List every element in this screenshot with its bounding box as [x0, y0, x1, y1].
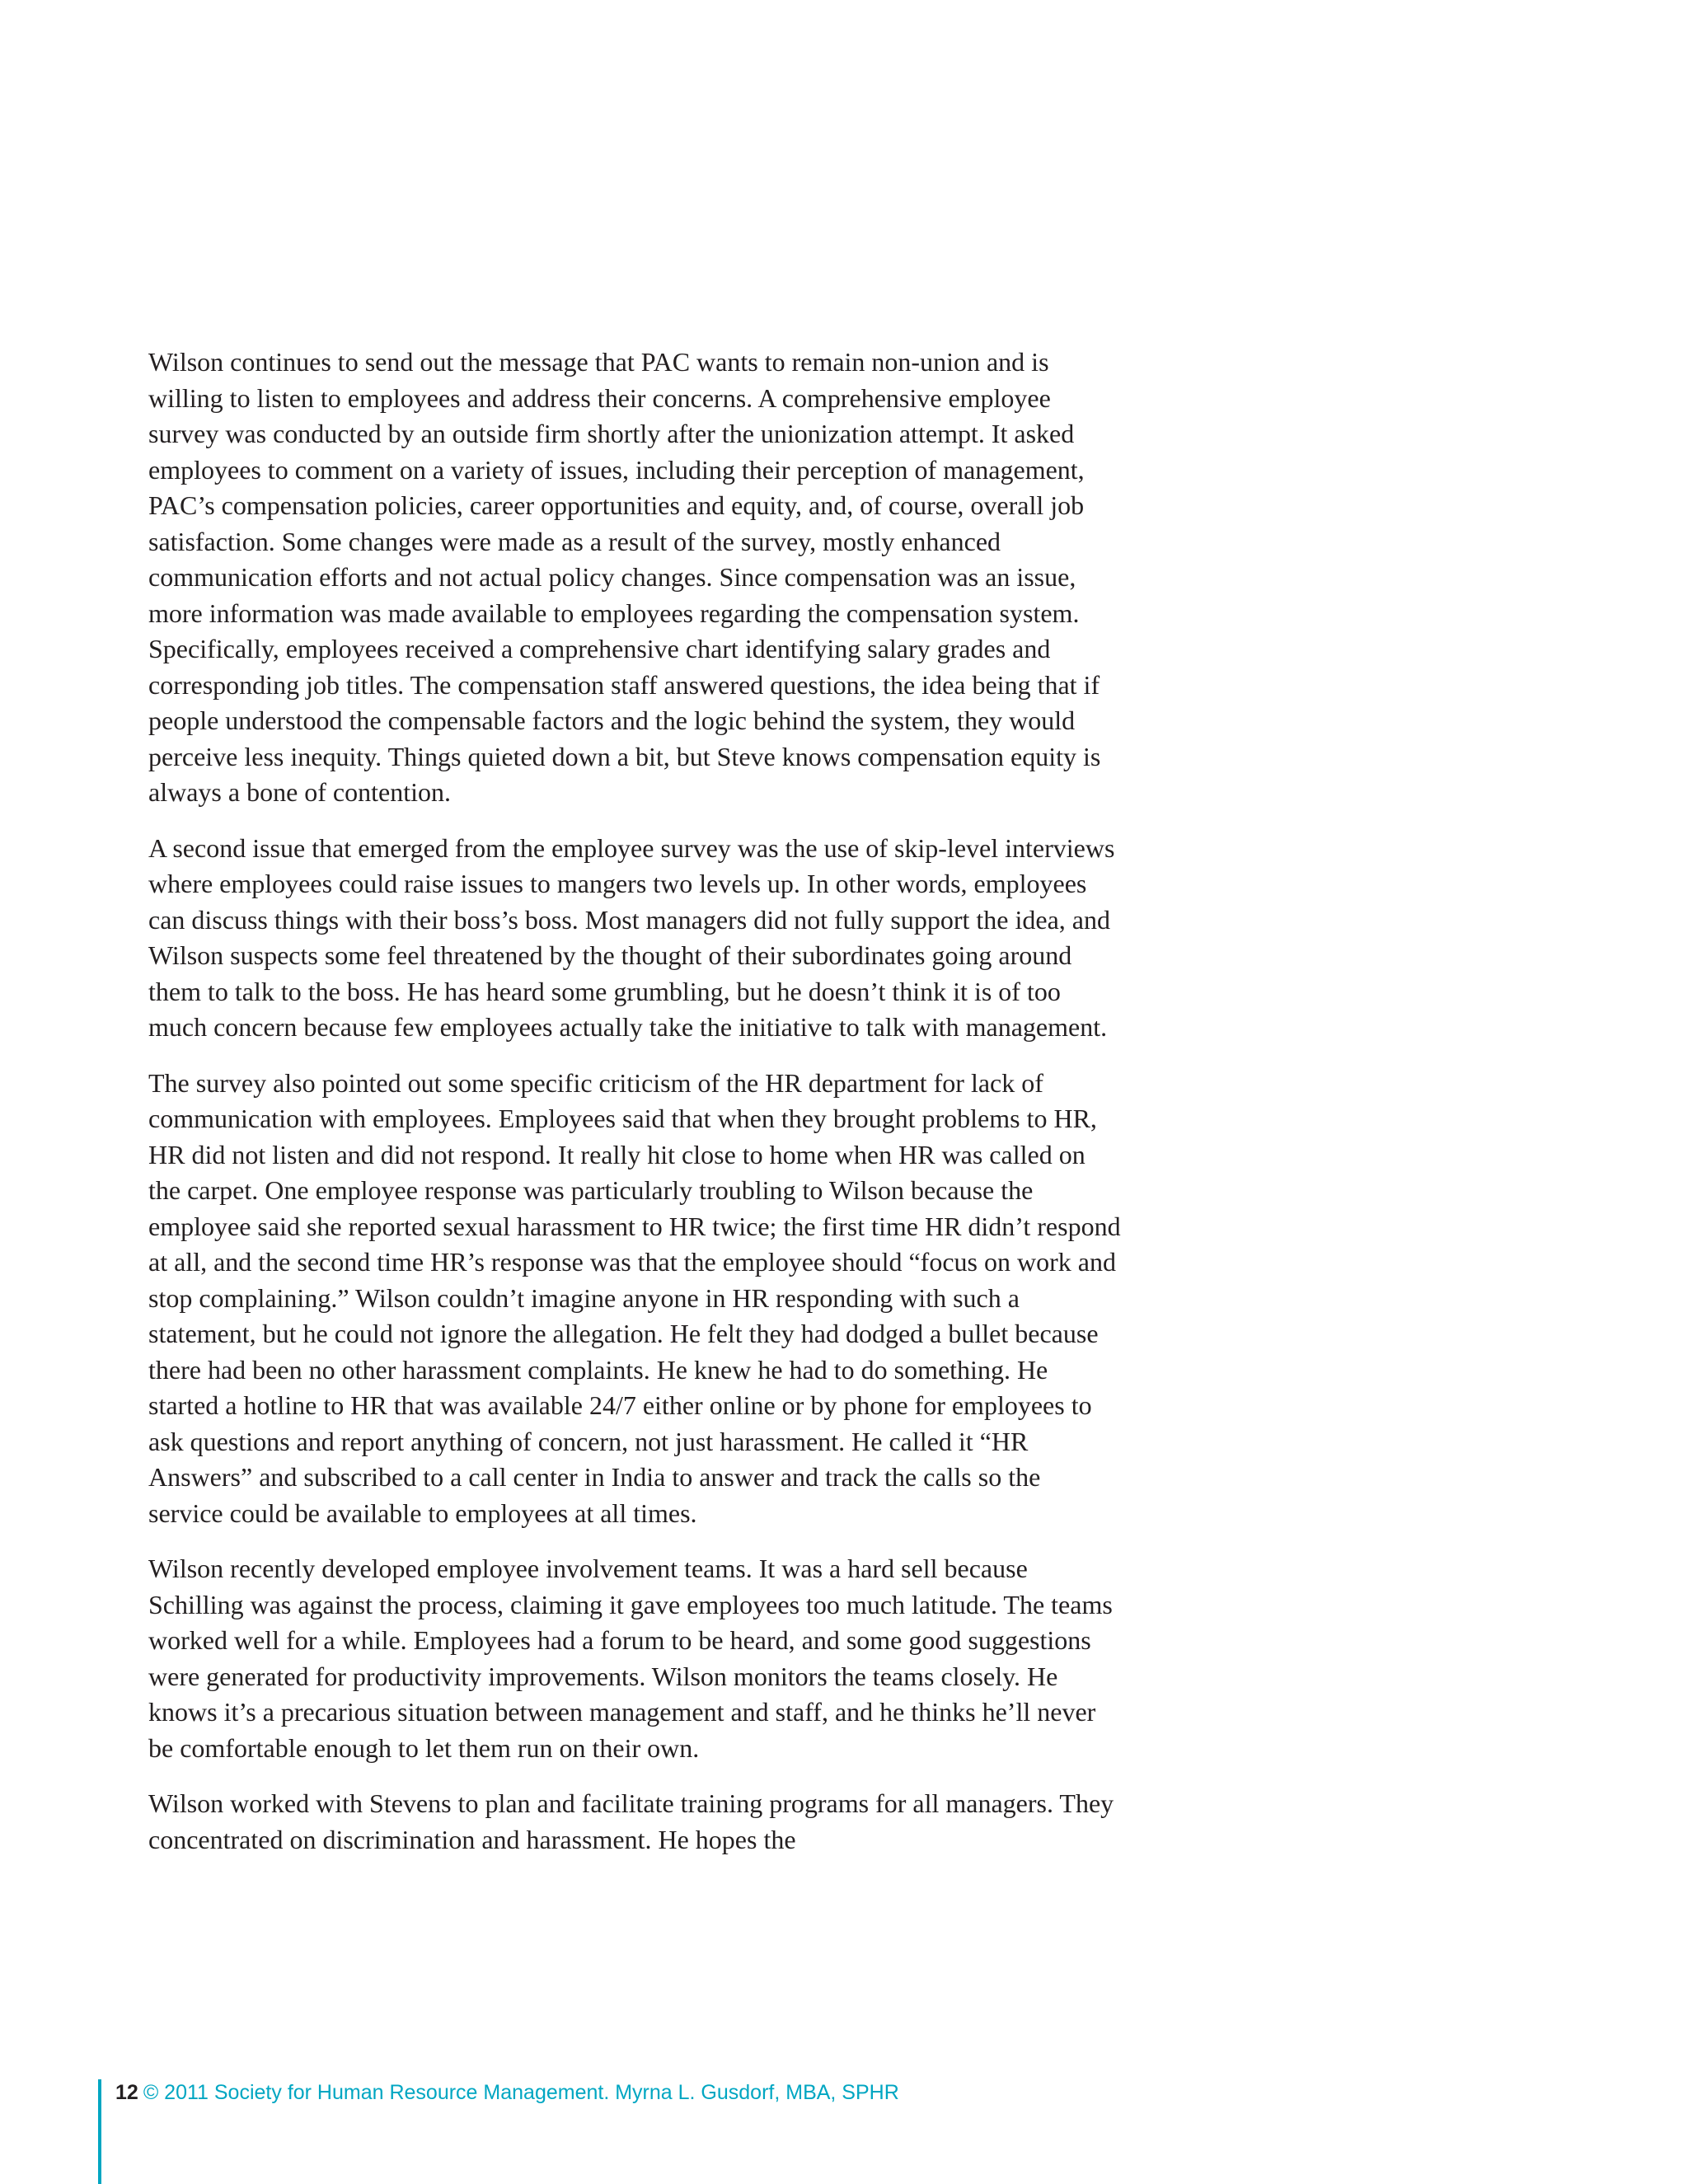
- paragraph-5: Wilson worked with Stevens to plan and facilitate training programs for all managers. They concentrated on discrimination and harassment. He hopes the: [148, 1788, 1114, 1854]
- paragraph-1: Wilson continues to send out the message that PAC wants to remain non-union and is willing to listen to employees and address their concerns. A comprehensive employee survey was conducted by an outside firm shortly after the unionization attempt. It asked employees to comment on a variety of issues, including their perception of management, PAC’s compensation policies, career opportunities and equity, and, of course, overall job satisfaction. Some changes were made as a result of the survey, mostly enhanced communication efforts and not actual policy changes. Since compensation was an issue, more information was made available to employees regarding the compensation system. Specifically, employees received a comprehensive chart identifying salary grades and corresponding job titles. The compensation staff answered questions, the idea being that if people understood the compensable factors and the logic behind the system, they would perceive less inequity. Things quieted down a bit, but Steve knows compensation equity is always a bone of contention.: [148, 347, 1101, 807]
- paragraph-2: A second issue that emerged from the employee survey was the use of skip-level interviews where employees could raise issues to mangers two levels up. In other words, employees can discuss things with their boss’s boss. Most managers did not fully support the idea, and Wilson suspects some feel threatened by the thought of their subordinates going around them to talk to the boss. He has heard some grumbling, but he doesn’t think it is of too much concern because few employees actually take the initiative to talk with management.: [148, 832, 1115, 1042]
- page-number: 12: [115, 2081, 138, 2104]
- footer-rule: [98, 2079, 101, 2184]
- body-text: [148, 344, 1121, 1877]
- paragraph-4: Wilson recently developed employee involvement teams. It was a hard sell because Schilling was against the process, claiming it gave employees too much latitude. The teams worked well for a while. Employees had a forum to be heard, and some good suggestions were generated for productivity improvements. Wilson monitors the teams closely. He knows it’s a precarious situation between management and staff, and he thinks he’ll never be comfortable enough to let them run on their own.: [148, 1554, 1113, 1763]
- page-footer: [115, 2079, 899, 2106]
- paragraph-3: The survey also pointed out some specific criticism of the HR department for lack of communication with employees. Employees said that when they brought problems to HR, HR did not listen and did not respond. It really hit close to home when HR was called on the carpet. One employee response was particularly troubling to Wilson because the employee said she reported sexual harassment to HR twice; the first time HR didn’t respond at all, and the second time HR’s response was that the employee should “focus on work and stop complaining.” Wilson couldn’t imagine anyone in HR responding with such a statement, but he could not ignore the allegation. He felt they had dodged a bullet because there had been no other harassment complaints. He knew he had to do something. He started a hotline to HR that was available 24/7 either online or by phone for employees to ask questions and report anything of concern, not just harassment. He called it “HR Answers” and subscribed to a call center in India to answer and track the calls so the service could be available to employees at all times.: [148, 1067, 1121, 1528]
- footer-copyright: © 2011 Society for Human Resource Management. Myrna L. Gusdorf, MBA, SPHR: [143, 2081, 899, 2104]
